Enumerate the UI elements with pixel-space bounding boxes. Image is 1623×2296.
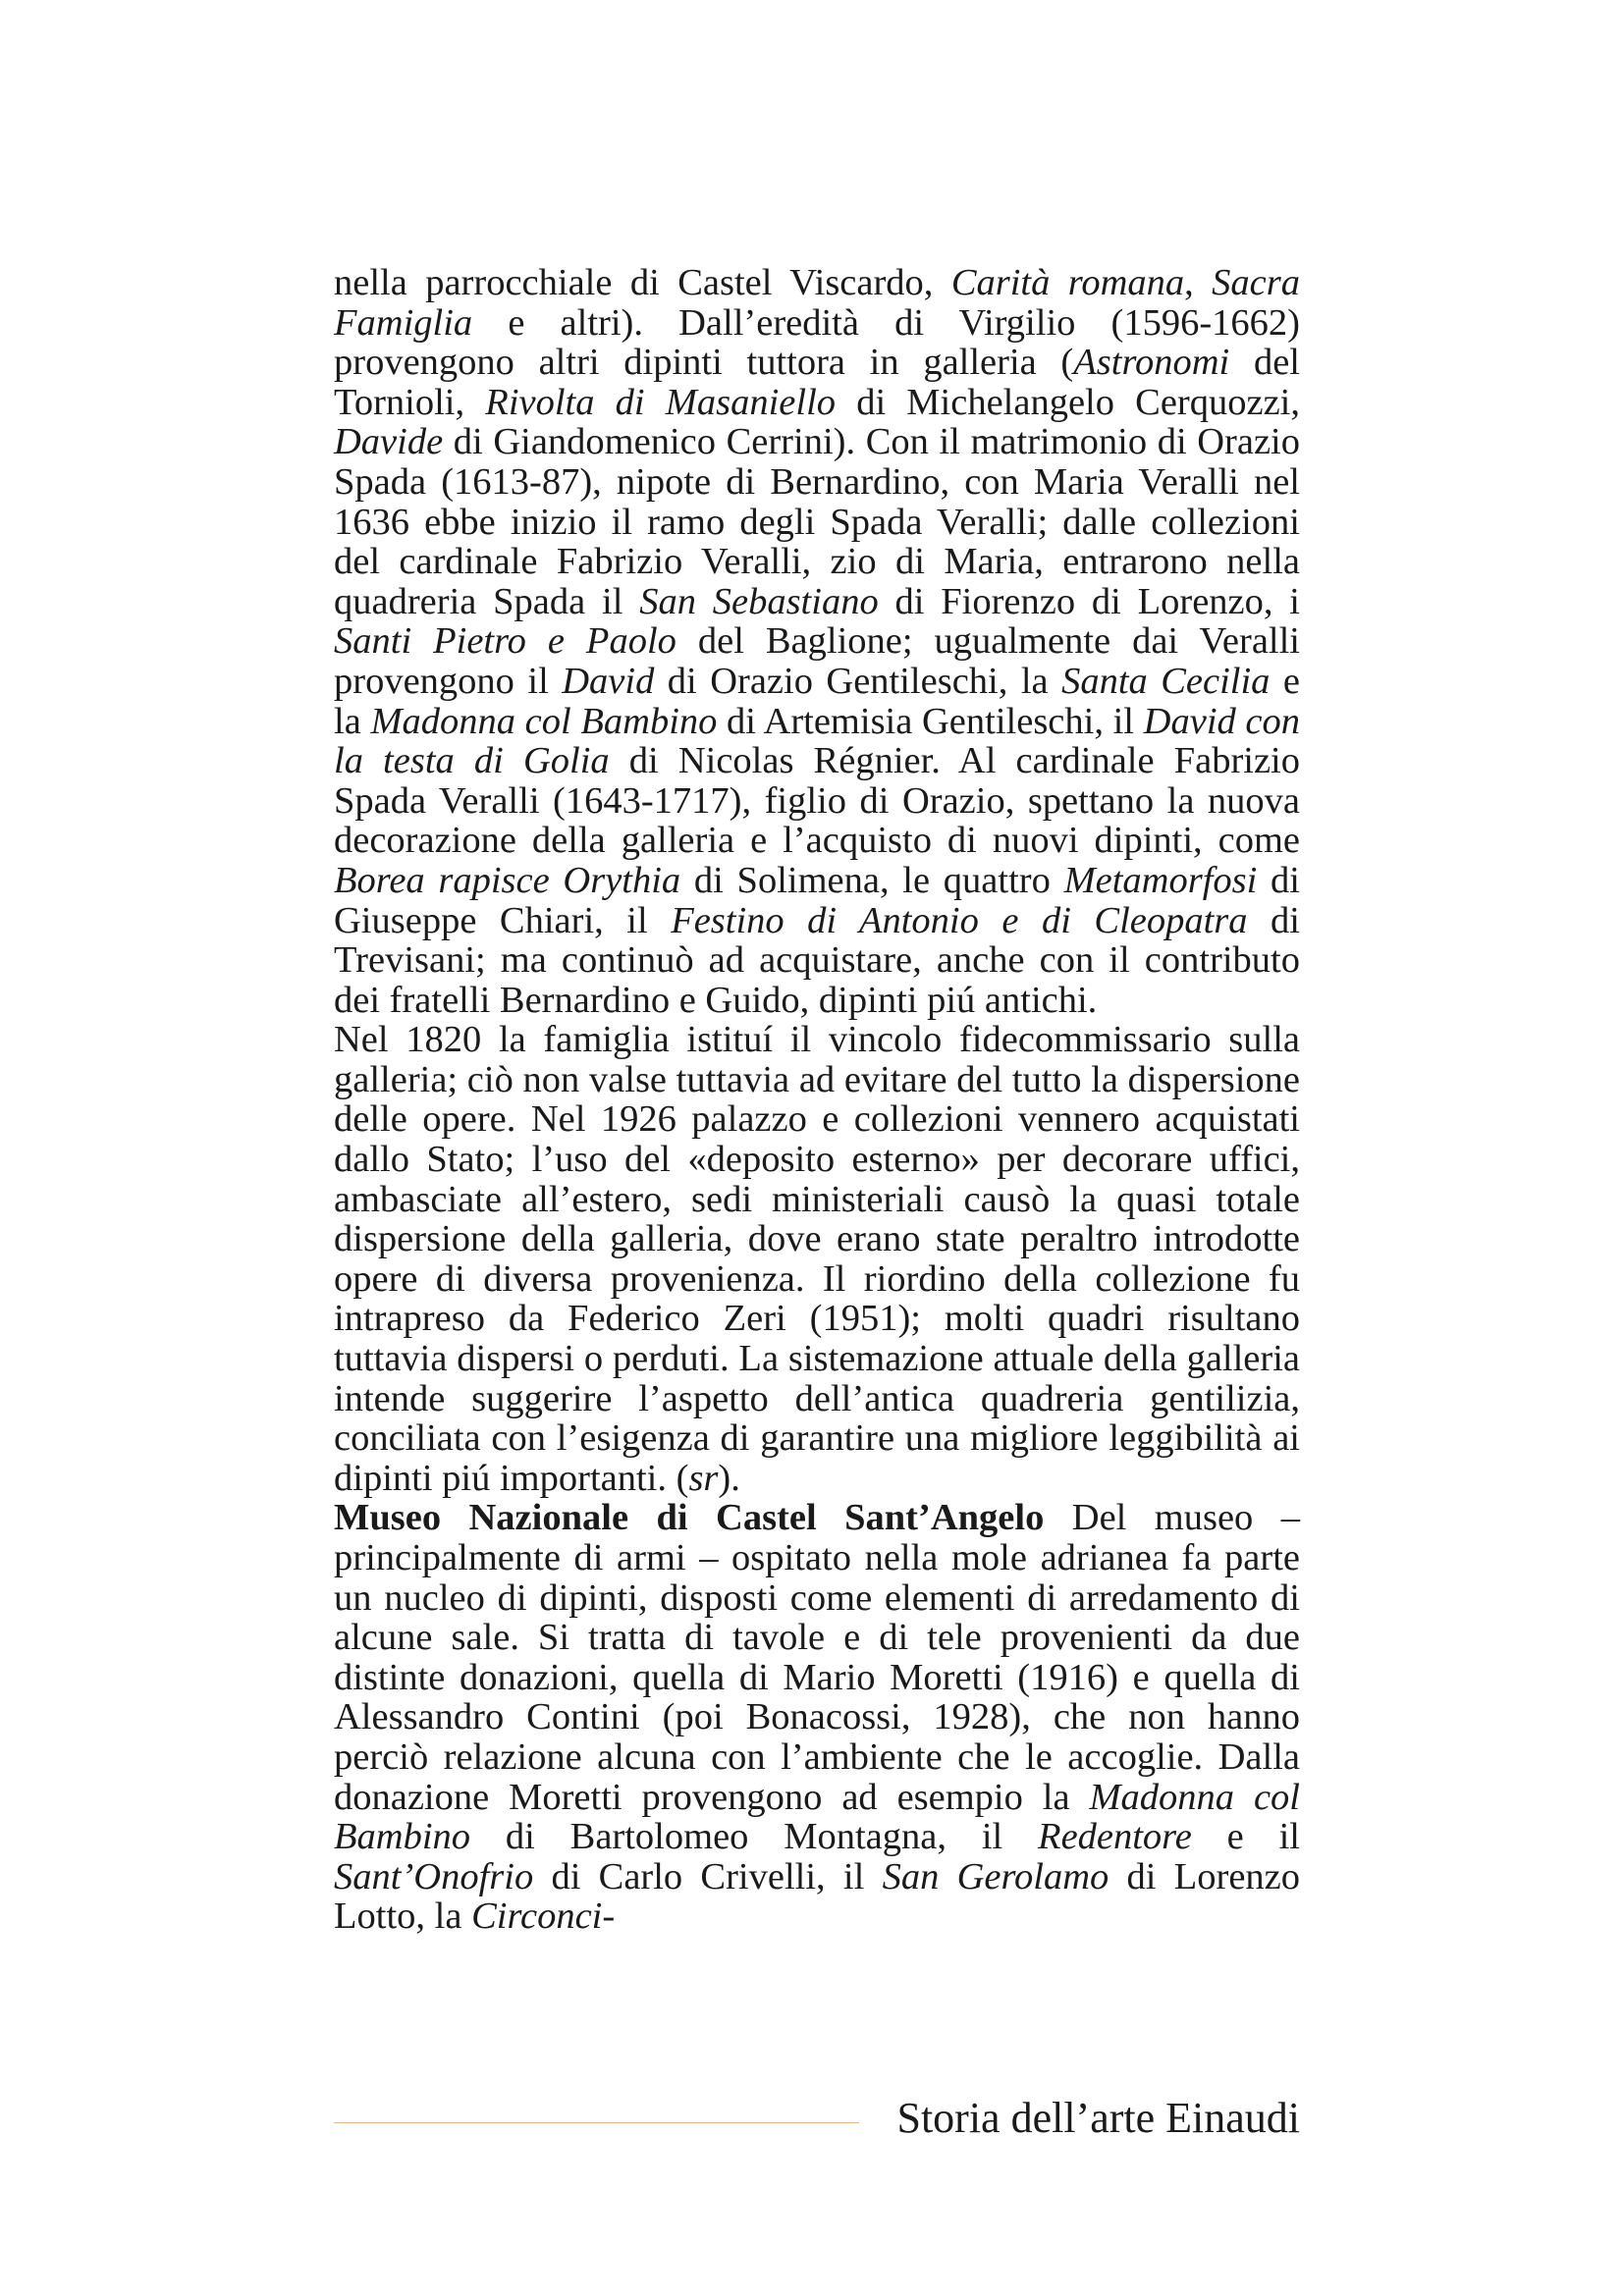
text-run: di Nicolas Régnier. Al cardinale Fabrizio Spada Veralli (1643-1717), figlio di Orazio, spettano la nuova decorazione della galleria e l’acquisto di nuovi dipinti, come xyxy=(334,740,1301,862)
body-paragraph xyxy=(334,263,1300,1020)
artwork-title: Madonna col Bambino xyxy=(334,1776,1300,1858)
text-run: del Baglione; ugualmente dai Veralli provengono il xyxy=(334,620,1301,702)
text-run: di Artemisia Gentileschi, il xyxy=(717,700,1144,742)
text-run: di Solimena, le quattro xyxy=(680,859,1064,901)
artwork-title: Festino di Antonio e di Cleopatra xyxy=(671,899,1248,941)
page-body xyxy=(334,263,1300,1937)
artwork-title: Madonna col Bambino xyxy=(370,700,718,742)
text-run: di Bartolomeo Montagna, il xyxy=(470,1816,1039,1858)
text-run: , xyxy=(1184,262,1213,303)
text-run: Nel 1820 la famiglia istituí il vincolo fidecommissario sulla galleria; ciò non valse tuttavia ad evitare del tutto la dispersione delle opere. Nel 1926 palazzo e collezioni vennero acquistati dallo Stato; l’uso del «deposito esterno» per decorare uffici, ambasciate all’estero, sedi ministeriali causò la quasi totale dispersione della galleria, dove erano state peraltro introdotte opere di diversa provenienza. Il riordino della collezione fu intrapreso da Federico Zeri (1951); molti quadri risultano tuttavia dispersi o perduti. La sistemazione attuale della galleria intende suggerire l’aspetto dell’antica quadreria gentilizia, conciliata con l’esigenza di garantire una migliore leggibilità ai dipinti piú importanti. ( xyxy=(334,1019,1300,1499)
artwork-title: Metamorfosi xyxy=(1063,859,1258,901)
artwork-title: Circonci- xyxy=(471,1896,616,1938)
artwork-title: San Sebastiano xyxy=(639,580,879,622)
text-run: di Carlo Crivelli, il xyxy=(533,1855,883,1897)
page-footer xyxy=(334,2089,1300,2148)
body-paragraph xyxy=(334,1498,1300,1937)
artwork-title: Astronomi xyxy=(1073,342,1230,384)
text-run: di Orazio Gentileschi, la xyxy=(654,660,1062,702)
text-run: nella parrocchiale di Castel Viscardo, xyxy=(334,262,951,303)
artwork-title: Davide xyxy=(334,421,444,463)
text-run: ). xyxy=(718,1457,740,1499)
entry-heading: Museo Nazionale di Castel Sant’Angelo xyxy=(334,1497,1045,1539)
footer-title: Storia dell’arte Einaudi xyxy=(896,2094,1300,2142)
artwork-title: Carità romana xyxy=(950,262,1185,303)
text-run: di Michelangelo Cerquozzi, xyxy=(836,381,1300,423)
text-run: e altri). Dall’eredità di Virgilio (1596-1662) provengono altri dipinti tuttora in galleria ( xyxy=(334,301,1300,384)
text-run: Del museo – principalmente di armi – ospitato nella mole adrianea fa parte un nucleo di dipinti, disposti come elementi di arredamento di alcune sale. Si tratta di tavole e di tele provenienti da due distinte donazioni, quella di Mario Moretti (1916) e quella di Alessandro Contini (poi Bonacossi, 1928), che non hanno perciò relazione alcuna con l’ambiente che le accoglie. Dalla donazione Moretti provengono ad esempio la xyxy=(334,1497,1300,1818)
artwork-title: Santa Cecilia xyxy=(1061,660,1271,702)
text-run: di Trevisani; ma continuò ad acquistare, anche con il contributo dei fratelli Bernardino e Guido, dipinti piú antichi. xyxy=(334,899,1300,1021)
artwork-title: David xyxy=(562,660,655,702)
text-run: di Fiorenzo di Lorenzo, i xyxy=(878,580,1300,622)
artwork-title: Rivolta di Masaniello xyxy=(485,381,837,423)
text-run: del Tornioli, xyxy=(334,342,1300,423)
text-run: e la xyxy=(334,660,1300,742)
artwork-title: David con la testa di Golia xyxy=(334,700,1301,782)
artwork-title: Santi Pietro e Paolo xyxy=(334,620,676,663)
text-run: di Lorenzo Lotto, la xyxy=(334,1855,1300,1938)
artwork-title: sr xyxy=(688,1457,719,1499)
artwork-title: San Gerolamo xyxy=(882,1855,1109,1897)
artwork-title: Sacra Famiglia xyxy=(334,262,1300,344)
artwork-title: Redentore xyxy=(1038,1816,1192,1858)
text-run: e il xyxy=(1191,1816,1300,1858)
artwork-title: Borea rapisce Orythia xyxy=(334,859,681,901)
body-paragraph xyxy=(334,1020,1300,1498)
footer-rule xyxy=(334,2122,859,2123)
text-run: di Giuseppe Chiari, il xyxy=(334,859,1300,941)
artwork-title: Sant’Onofrio xyxy=(334,1855,534,1897)
text-run: di Giandomenico Cerrini). Con il matrimonio di Orazio Spada (1613-87), nipote di Bernardino, con Maria Veralli nel 1636 ebbe inizio il ramo degli Spada Veralli; dalle collezioni del cardinale Fabrizio Veralli, zio di Maria, entrarono nella quadreria Spada il xyxy=(334,421,1300,622)
